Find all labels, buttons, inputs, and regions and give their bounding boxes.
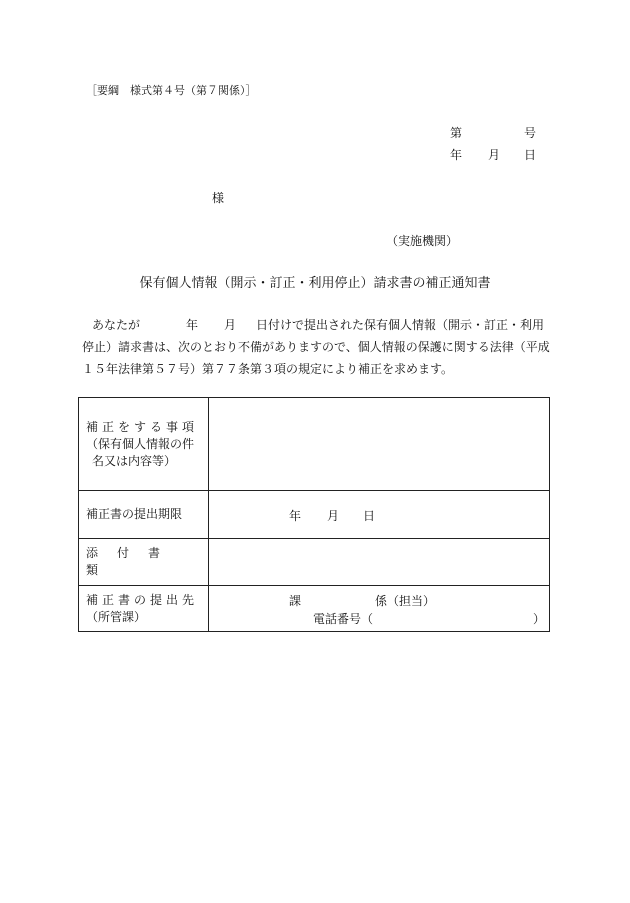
deadline-month: 月 (327, 509, 340, 523)
phone-label: 電話番号（ (313, 612, 374, 626)
document-title: 保有個人情報（開示・訂正・利用停止）請求書の補正通知書 (139, 276, 491, 291)
correction-items-field[interactable] (209, 398, 550, 491)
addressee-honorific: 様 (212, 191, 225, 205)
body-part1: あなたが (92, 318, 141, 332)
office-staff: 係（担当） (375, 594, 436, 608)
office-section: 課 (289, 594, 302, 608)
label-line: 補正書の提出先 (86, 592, 199, 607)
label-line: （保有個人情報の件 (86, 436, 195, 451)
body-month: 月 (224, 318, 237, 332)
date-month: 月 (488, 148, 501, 162)
row-label-attachments: 添付書類 (79, 539, 209, 586)
body-part2: 日付けで提出された保有個人情報（開示・訂正・利用停止）請求書は、次のとおり不備がありますので、個人情報の保護に関する法律（平成１５年法律第５７号）第７７条第３項の規定により補正を求めます。 (82, 318, 550, 376)
attachments-field[interactable] (209, 539, 550, 586)
label-line: 名又は内容等） (92, 453, 177, 468)
table-row (79, 398, 550, 491)
deadline-day: 日 (363, 509, 376, 523)
row-label-deadline: 補正書の提出期限 (79, 491, 209, 539)
deadline-field[interactable] (209, 491, 550, 539)
row-label-submission-office (79, 586, 209, 632)
number-prefix: 第 (450, 126, 463, 140)
table-row (79, 539, 550, 586)
deadline-year: 年 (289, 509, 302, 523)
label-line: 補正をする事項 (86, 419, 199, 434)
number-suffix: 号 (524, 126, 537, 140)
date-year: 年 (450, 148, 463, 162)
form-reference: ［要綱 様式第４号（第７関係）］ (86, 84, 257, 97)
implementing-agency: （実施機関） (386, 234, 459, 248)
correction-table (78, 397, 550, 632)
submission-office-field[interactable] (209, 586, 550, 632)
row-label-correction-items (79, 398, 209, 491)
label-line: （所管課） (86, 609, 147, 624)
date-day: 日 (524, 148, 537, 162)
body-year: 年 (186, 318, 199, 332)
table-row (79, 491, 550, 539)
notice-body (82, 314, 552, 380)
phone-close: ） (533, 612, 546, 626)
table-row (79, 586, 550, 632)
